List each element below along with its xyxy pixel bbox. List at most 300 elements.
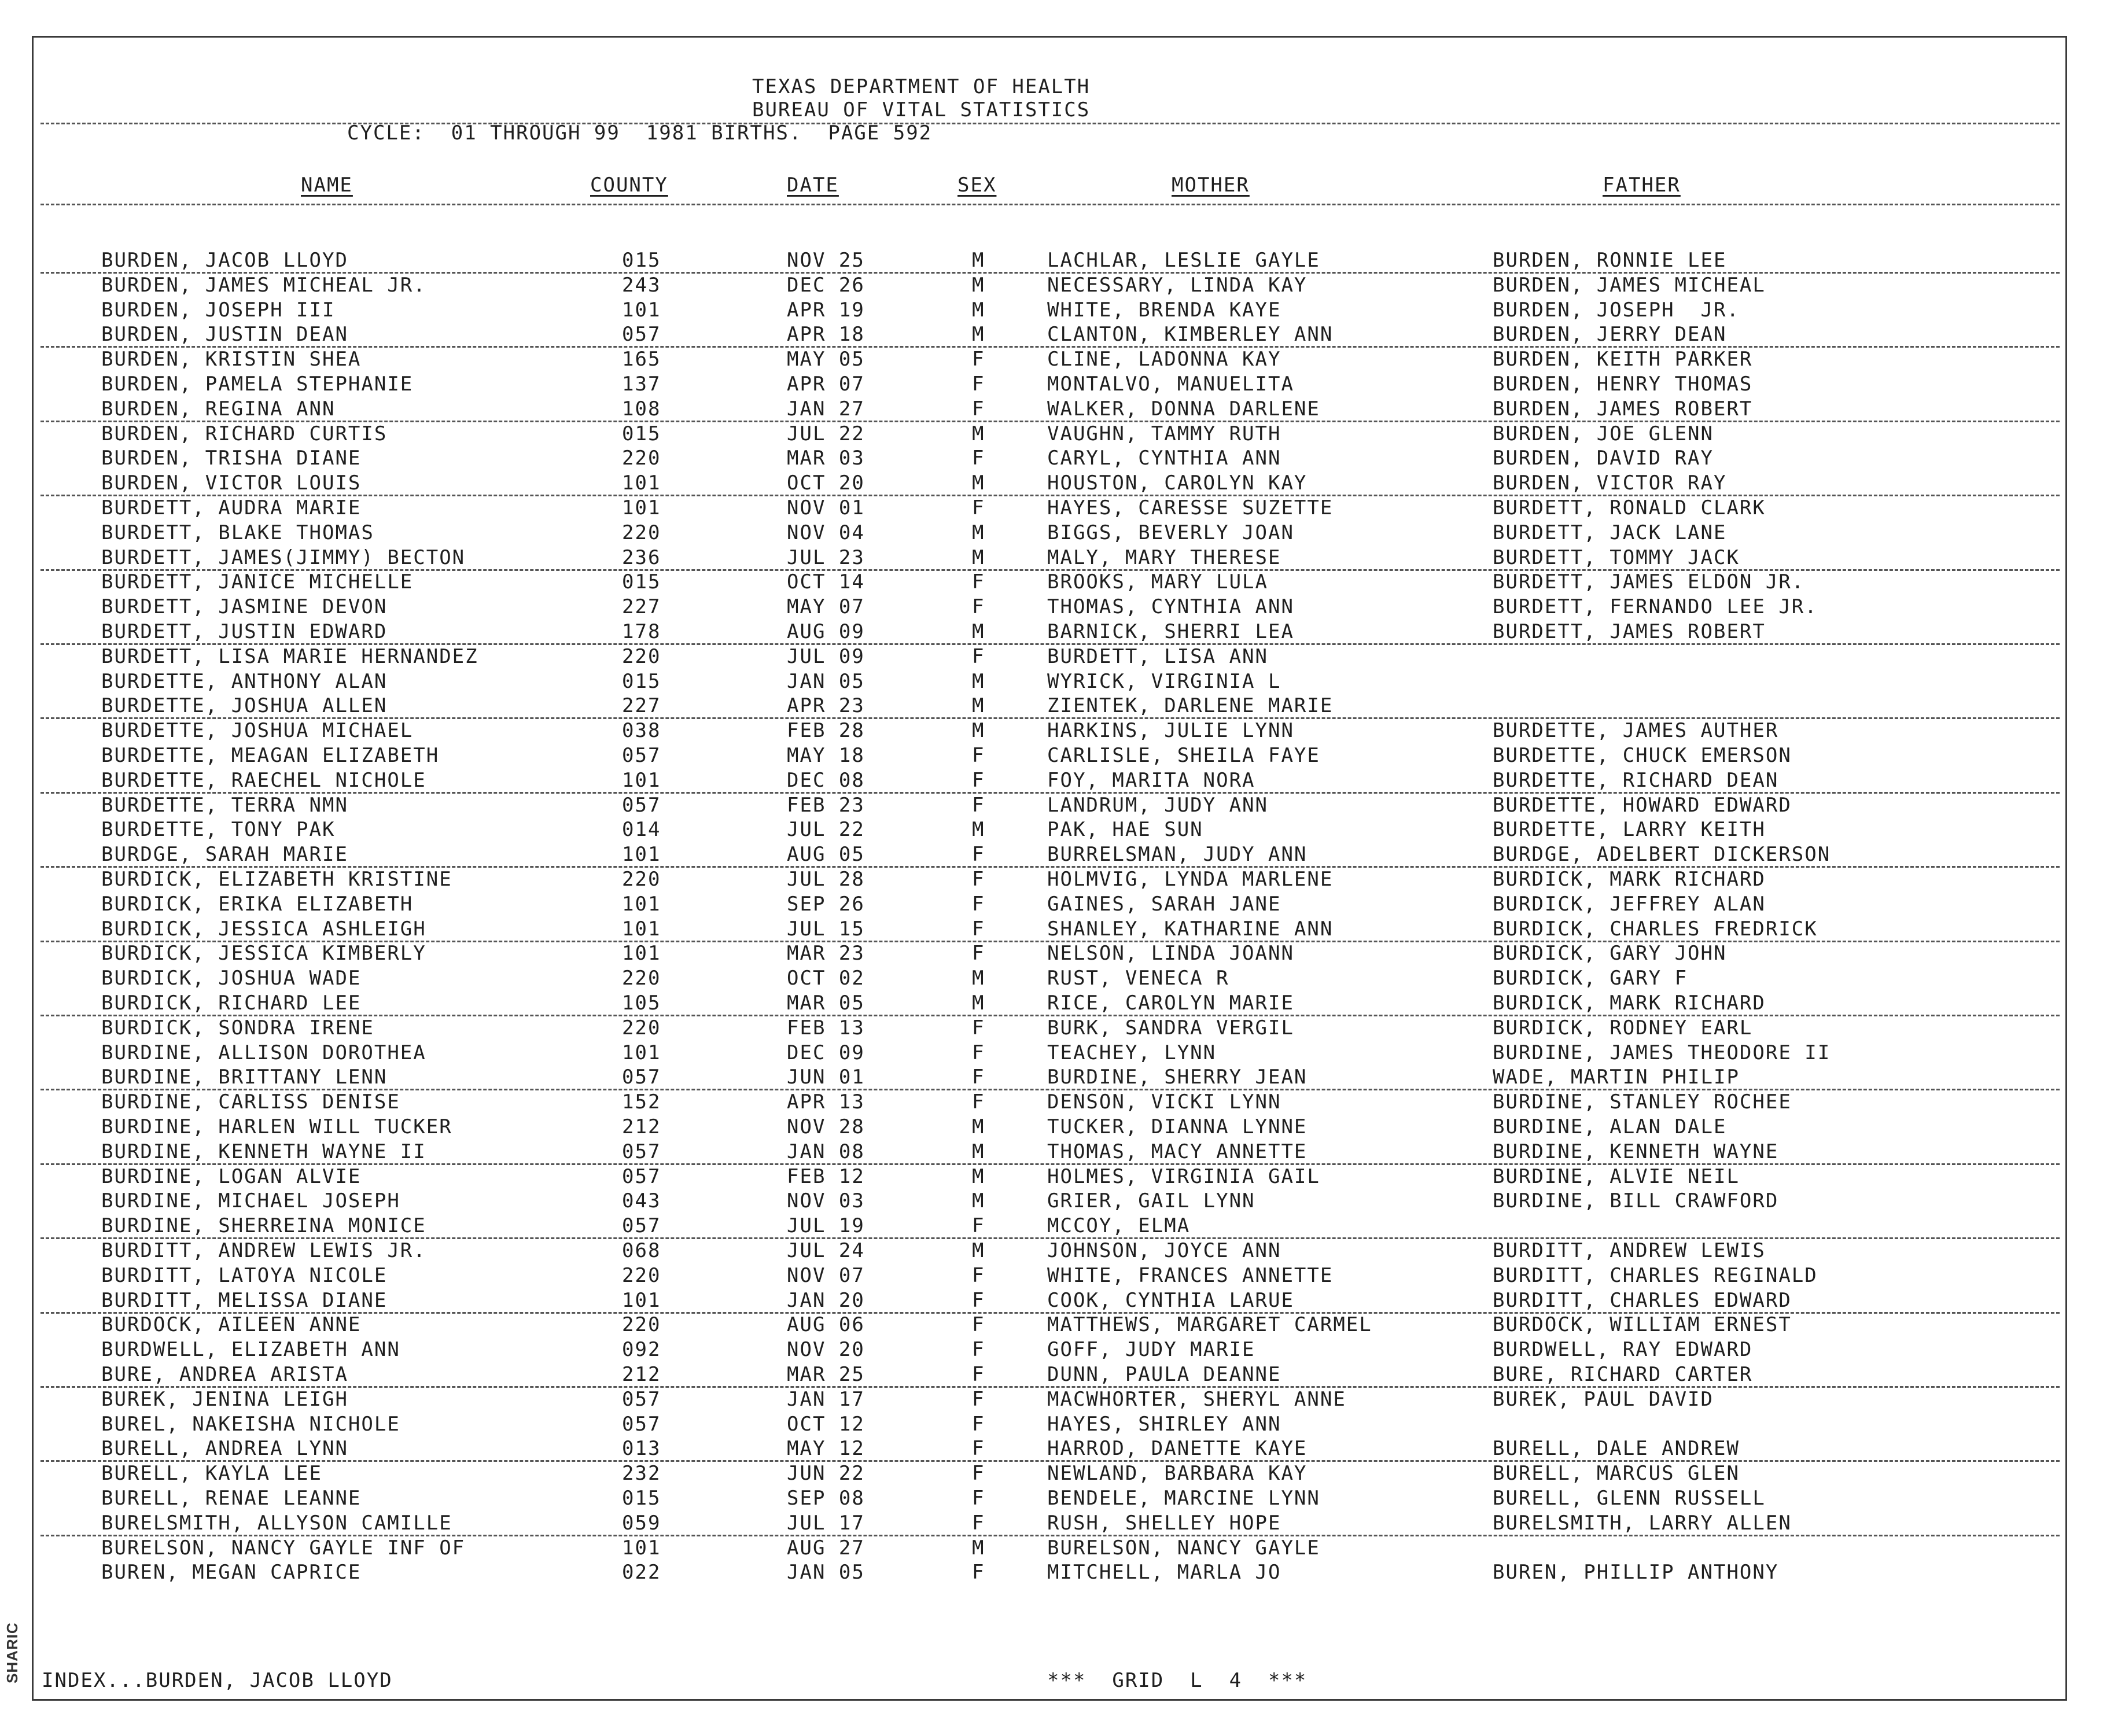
table-row <box>0 1041 2114 1066</box>
cell-date: JAN 08 <box>787 1140 865 1163</box>
cell-name: BURDITT, MELISSA DIANE <box>101 1288 388 1312</box>
cell-county: 212 <box>622 1115 661 1138</box>
cell-father: BURDWELL, RAY EDWARD <box>1493 1338 1753 1362</box>
cell-name: BURDEN, REGINA ANN <box>101 397 336 421</box>
cell-name: BURDICK, RICHARD LEE <box>101 992 362 1015</box>
table-row <box>0 447 2114 471</box>
table-row <box>0 670 2114 695</box>
cell-county: 243 <box>622 273 661 297</box>
cell-date: JUL 17 <box>787 1511 865 1535</box>
cell-mother: CLINE, LADONNA KAY <box>1047 348 1281 371</box>
cell-name: BURDETT, JANICE MICHELLE <box>101 570 414 594</box>
cell-county: 212 <box>622 1363 661 1386</box>
cell-name: BURELL, KAYLA LEE <box>101 1462 322 1486</box>
cell-date: APR 19 <box>787 298 865 322</box>
cell-father: BURDEN, DAVID RAY <box>1493 447 1714 470</box>
cell-date: MAY 12 <box>787 1437 865 1461</box>
cell-county: 105 <box>622 992 661 1015</box>
cell-date: JUL 24 <box>787 1239 865 1262</box>
cell-date: MAR 03 <box>787 447 865 470</box>
table-row <box>0 1140 2114 1165</box>
cell-name: BURDEN, PAMELA STEPHANIE <box>101 373 414 396</box>
table-row <box>0 1487 2114 1512</box>
cell-sex: F <box>972 1313 985 1337</box>
cell-county: 165 <box>622 348 661 371</box>
cell-father: BURDETTE, HOWARD EDWARD <box>1493 793 1792 817</box>
cell-sex: F <box>972 644 985 668</box>
cell-date: OCT 20 <box>787 471 865 495</box>
column-header-rule <box>40 204 2060 205</box>
cell-mother: RUST, VENECA R <box>1047 967 1229 990</box>
cell-father: WADE, MARTIN PHILIP <box>1493 1066 1740 1089</box>
cell-mother: JOHNSON, JOYCE ANN <box>1047 1239 1281 1262</box>
cell-father: BURDICK, GARY JOHN <box>1493 942 1727 965</box>
cell-name: BURDINE, HARLEN WILL TUCKER <box>101 1115 452 1138</box>
cell-mother: MATTHEWS, MARGARET CARMEL <box>1047 1313 1372 1337</box>
cell-sex: F <box>972 868 985 891</box>
table-row <box>0 694 2114 719</box>
cell-mother: TUCKER, DIANNA LYNNE <box>1047 1115 1308 1138</box>
cell-mother: HOLMVIG, LYNDA MARLENE <box>1047 868 1334 891</box>
table-row <box>0 249 2114 274</box>
cell-name: BURDITT, LATOYA NICOLE <box>101 1263 388 1287</box>
cell-father: BURELL, GLENN RUSSELL <box>1493 1487 1766 1510</box>
cell-name: BURDETT, AUDRA MARIE <box>101 496 362 519</box>
cell-name: BURDICK, JESSICA ASHLEIGH <box>101 917 426 941</box>
cell-sex: M <box>972 967 985 990</box>
cell-mother: BENDELE, MARCINE LYNN <box>1047 1487 1320 1510</box>
cell-date: DEC 26 <box>787 273 865 297</box>
cell-sex: M <box>972 669 985 693</box>
cell-county: 057 <box>622 1140 661 1163</box>
cell-date: AUG 09 <box>787 620 865 643</box>
table-row <box>0 769 2114 794</box>
cell-date: JAN 05 <box>787 669 865 693</box>
table-row <box>0 1338 2114 1363</box>
cell-county: 015 <box>622 570 661 594</box>
header-department: TEXAS DEPARTMENT OF HEALTH <box>752 75 1091 98</box>
cell-father: BURDINE, STANLEY ROCHEE <box>1493 1090 1792 1114</box>
cell-father: BURDINE, JAMES THEODORE II <box>1493 1041 1831 1064</box>
cell-sex: F <box>972 373 985 396</box>
table-row <box>0 719 2114 744</box>
cell-date: NOV 20 <box>787 1338 865 1362</box>
cell-name: BURELL, ANDREA LYNN <box>101 1437 348 1461</box>
header-cycle: CYCLE: 01 THROUGH 99 1981 BIRTHS. PAGE 592 <box>347 121 933 145</box>
cell-date: JUL 23 <box>787 546 865 569</box>
cell-date: NOV 03 <box>787 1189 865 1213</box>
cell-date: DEC 08 <box>787 768 865 792</box>
cell-date: JAN 20 <box>787 1288 865 1312</box>
cell-sex: M <box>972 1189 985 1213</box>
cell-county: 101 <box>622 768 661 792</box>
cell-father: BURDINE, ALVIE NEIL <box>1493 1164 1740 1188</box>
cell-county: 137 <box>622 373 661 396</box>
cell-sex: F <box>972 1066 985 1089</box>
cell-name: BURELSMITH, ALLYSON CAMILLE <box>101 1511 452 1535</box>
cell-father: BURDETTE, RICHARD DEAN <box>1493 768 1779 792</box>
cell-sex: M <box>972 273 985 297</box>
cell-father: BURDINE, BILL CRAWFORD <box>1493 1189 1779 1213</box>
cell-mother: BURK, SANDRA VERGIL <box>1047 1016 1294 1040</box>
cell-mother: HOUSTON, CAROLYN KAY <box>1047 471 1308 495</box>
cell-name: BURDETT, JUSTIN EDWARD <box>101 620 388 643</box>
cell-name: BURDICK, ELIZABETH KRISTINE <box>101 868 452 891</box>
cell-date: JAN 17 <box>787 1387 865 1411</box>
cell-county: 220 <box>622 967 661 990</box>
cell-father: BURDEN, JOE GLENN <box>1493 422 1714 445</box>
cell-sex: M <box>972 818 985 842</box>
cell-name: BURDETT, LISA MARIE HERNANDEZ <box>101 644 478 668</box>
table-row <box>0 1437 2114 1462</box>
cell-county: 101 <box>622 1041 661 1064</box>
cell-sex: F <box>972 397 985 421</box>
cell-name: BURDETT, JASMINE DEVON <box>101 595 388 619</box>
cell-mother: MALY, MARY THERESE <box>1047 546 1281 569</box>
side-label: SHARIC <box>3 1622 21 1683</box>
cell-date: APR 07 <box>787 373 865 396</box>
cell-county: 101 <box>622 496 661 519</box>
cell-mother: MCCOY, ELMA <box>1047 1214 1191 1238</box>
cell-date: MAR 23 <box>787 942 865 965</box>
cell-father: BURDEN, VICTOR RAY <box>1493 471 1727 495</box>
cell-father: BURDETT, JAMES ROBERT <box>1493 620 1766 643</box>
table-row <box>0 1115 2114 1140</box>
cell-county: 038 <box>622 719 661 743</box>
cell-county: 014 <box>622 818 661 842</box>
cell-sex: M <box>972 694 985 718</box>
cell-sex: F <box>972 1437 985 1461</box>
footer-index: INDEX...BURDEN, JACOB LLOYD <box>42 1669 393 1692</box>
cell-sex: F <box>972 1263 985 1287</box>
cell-date: JUL 15 <box>787 917 865 941</box>
table-row <box>0 1264 2114 1289</box>
cell-date: MAY 05 <box>787 348 865 371</box>
cell-date: AUG 06 <box>787 1313 865 1337</box>
cell-father: BURDINE, ALAN DALE <box>1493 1115 1727 1138</box>
cell-mother: BROOKS, MARY LULA <box>1047 570 1268 594</box>
table-row <box>0 595 2114 620</box>
cell-name: BUREN, MEGAN CAPRICE <box>101 1561 362 1584</box>
cell-father: BURE, RICHARD CARTER <box>1493 1363 1753 1386</box>
cell-county: 220 <box>622 644 661 668</box>
cell-county: 220 <box>622 868 661 891</box>
cell-mother: SHANLEY, KATHARINE ANN <box>1047 917 1334 941</box>
cell-name: BUREK, JENINA LEIGH <box>101 1387 348 1411</box>
cell-sex: F <box>972 570 985 594</box>
cell-father: BURDGE, ADELBERT DICKERSON <box>1493 843 1831 867</box>
cell-date: OCT 12 <box>787 1412 865 1436</box>
cell-father: BURDETT, JACK LANE <box>1493 521 1727 544</box>
cell-county: 022 <box>622 1561 661 1584</box>
cell-father: BURELSMITH, LARRY ALLEN <box>1493 1511 1792 1535</box>
cell-mother: BURDINE, SHERRY JEAN <box>1047 1066 1308 1089</box>
cell-sex: M <box>972 546 985 569</box>
cell-date: JUL 09 <box>787 644 865 668</box>
cell-date: MAR 25 <box>787 1363 865 1386</box>
cell-mother: RICE, CAROLYN MARIE <box>1047 992 1294 1015</box>
cell-mother: LACHLAR, LESLIE GAYLE <box>1047 249 1320 272</box>
cell-mother: CARLISLE, SHEILA FAYE <box>1047 744 1320 767</box>
cell-father: BURELL, DALE ANDREW <box>1493 1437 1740 1461</box>
cell-mother: GRIER, GAIL LYNN <box>1047 1189 1255 1213</box>
cell-mother: DUNN, PAULA DEANNE <box>1047 1363 1281 1386</box>
table-row <box>0 744 2114 769</box>
cell-mother: WALKER, DONNA DARLENE <box>1047 397 1320 421</box>
table-row <box>0 868 2114 893</box>
table-row <box>0 942 2114 967</box>
cell-date: JAN 05 <box>787 1561 865 1584</box>
cell-date: MAR 05 <box>787 992 865 1015</box>
cell-county: 227 <box>622 694 661 718</box>
cell-father: BURDINE, KENNETH WAYNE <box>1493 1140 1779 1163</box>
cell-mother: HAYES, SHIRLEY ANN <box>1047 1412 1281 1436</box>
cell-sex: F <box>972 1412 985 1436</box>
cell-father: BURDETT, FERNANDO LEE JR. <box>1493 595 1818 619</box>
table-row <box>0 1016 2114 1041</box>
cell-sex: F <box>972 843 985 867</box>
cell-mother: BURELSON, NANCY GAYLE <box>1047 1536 1320 1560</box>
cell-county: 232 <box>622 1462 661 1486</box>
cell-mother: VAUGHN, TAMMY RUTH <box>1047 422 1281 445</box>
cell-name: BURDETTE, RAECHEL NICHOLE <box>101 768 426 792</box>
cell-mother: COOK, CYNTHIA LARUE <box>1047 1288 1294 1312</box>
cell-date: NOV 04 <box>787 521 865 544</box>
cell-county: 101 <box>622 917 661 941</box>
cell-father: BURDETT, RONALD CLARK <box>1493 496 1766 519</box>
cell-county: 220 <box>622 447 661 470</box>
cell-county: 015 <box>622 1487 661 1510</box>
cell-name: BURDEN, KRISTIN SHEA <box>101 348 362 371</box>
cell-date: NOV 28 <box>787 1115 865 1138</box>
footer-grid: *** GRID L 4 *** <box>1047 1669 1308 1692</box>
table-row <box>0 521 2114 546</box>
header-rule <box>40 123 2060 124</box>
cell-mother: MITCHELL, MARLA JO <box>1047 1561 1281 1584</box>
cell-mother: WHITE, FRANCES ANNETTE <box>1047 1263 1334 1287</box>
cell-father: BURDICK, JEFFREY ALAN <box>1493 892 1766 916</box>
cell-county: 015 <box>622 249 661 272</box>
cell-date: FEB 28 <box>787 719 865 743</box>
cell-mother: THOMAS, MACY ANNETTE <box>1047 1140 1308 1163</box>
cell-mother: NEWLAND, BARBARA KAY <box>1047 1462 1308 1486</box>
cell-county: 057 <box>622 1412 661 1436</box>
cell-father: BURDICK, CHARLES FREDRICK <box>1493 917 1818 941</box>
cell-county: 101 <box>622 843 661 867</box>
cell-sex: F <box>972 768 985 792</box>
cell-date: NOV 25 <box>787 249 865 272</box>
table-row <box>0 496 2114 521</box>
cell-name: BURDICK, JOSHUA WADE <box>101 967 362 990</box>
cell-sex: F <box>972 1041 985 1064</box>
table-row <box>0 967 2114 992</box>
cell-sex: M <box>972 1164 985 1188</box>
cell-father: BURDEN, JAMES MICHEAL <box>1493 273 1766 297</box>
cell-sex: M <box>972 620 985 643</box>
cell-mother: HARROD, DANETTE KAYE <box>1047 1437 1308 1461</box>
table-row <box>0 373 2114 397</box>
cell-sex: M <box>972 1536 985 1560</box>
cell-sex: F <box>972 496 985 519</box>
cell-name: BURE, ANDREA ARISTA <box>101 1363 348 1386</box>
cell-date: SEP 26 <box>787 892 865 916</box>
cell-county: 015 <box>622 669 661 693</box>
cell-father: BURDICK, MARK RICHARD <box>1493 992 1766 1015</box>
cell-father: BURDEN, HENRY THOMAS <box>1493 373 1753 396</box>
cell-date: JUL 28 <box>787 868 865 891</box>
cell-mother: HAYES, CARESSE SUZETTE <box>1047 496 1334 519</box>
cell-sex: M <box>972 521 985 544</box>
cell-sex: F <box>972 595 985 619</box>
cell-sex: F <box>972 1462 985 1486</box>
cell-father: BURDOCK, WILLIAM ERNEST <box>1493 1313 1792 1337</box>
cell-sex: F <box>972 1090 985 1114</box>
cell-date: AUG 05 <box>787 843 865 867</box>
cell-county: 057 <box>622 323 661 347</box>
cell-county: 101 <box>622 892 661 916</box>
table-row <box>0 1363 2114 1388</box>
cell-date: OCT 14 <box>787 570 865 594</box>
cell-sex: M <box>972 1140 985 1163</box>
cell-date: APR 13 <box>787 1090 865 1114</box>
cell-date: JUN 22 <box>787 1462 865 1486</box>
cell-mother: BURDETT, LISA ANN <box>1047 644 1268 668</box>
cell-sex: F <box>972 892 985 916</box>
cell-mother: BARNICK, SHERRI LEA <box>1047 620 1294 643</box>
cell-county: 108 <box>622 397 661 421</box>
cell-name: BURDETT, BLAKE THOMAS <box>101 521 374 544</box>
column-header-mother: MOTHER <box>1172 174 1250 197</box>
cell-mother: WYRICK, VIRGINIA L <box>1047 669 1281 693</box>
table-row <box>0 917 2114 942</box>
cell-sex: M <box>972 1239 985 1262</box>
cell-sex: F <box>972 1511 985 1535</box>
cell-father: BURDICK, RODNEY EARL <box>1493 1016 1753 1040</box>
cell-name: BURDETTE, TERRA NMN <box>101 793 348 817</box>
cell-name: BURDEN, JOSEPH III <box>101 298 336 322</box>
table-row <box>0 1189 2114 1214</box>
cell-sex: F <box>972 793 985 817</box>
cell-sex: F <box>972 917 985 941</box>
header-bureau: BUREAU OF VITAL STATISTICS <box>752 98 1091 121</box>
cell-county: 057 <box>622 793 661 817</box>
cell-date: JUL 22 <box>787 422 865 445</box>
cell-father: BURDEN, KEITH PARKER <box>1493 348 1753 371</box>
cell-mother: DENSON, VICKI LYNN <box>1047 1090 1281 1114</box>
cell-name: BURDICK, JESSICA KIMBERLY <box>101 942 426 965</box>
cell-name: BURDEN, TRISHA DIANE <box>101 447 362 470</box>
table-row <box>0 422 2114 447</box>
cell-sex: M <box>972 249 985 272</box>
cell-mother: PAK, HAE SUN <box>1047 818 1203 842</box>
cell-county: 152 <box>622 1090 661 1114</box>
table-row <box>0 1561 2114 1586</box>
table-row <box>0 1388 2114 1413</box>
cell-mother: GOFF, JUDY MARIE <box>1047 1338 1255 1362</box>
table-row <box>0 893 2114 917</box>
table-row <box>0 794 2114 819</box>
cell-name: BURDETTE, JOSHUA ALLEN <box>101 694 388 718</box>
table-row <box>0 1090 2114 1115</box>
cell-mother: BIGGS, BEVERLY JOAN <box>1047 521 1294 544</box>
cell-sex: F <box>972 348 985 371</box>
cell-name: BURDITT, ANDREW LEWIS JR. <box>101 1239 426 1262</box>
cell-name: BURDINE, ALLISON DOROTHEA <box>101 1041 426 1064</box>
column-header-sex: SEX <box>957 174 997 197</box>
table-row <box>0 348 2114 373</box>
cell-date: JUL 22 <box>787 818 865 842</box>
cell-date: JAN 27 <box>787 397 865 421</box>
cell-name: BURDEN, JUSTIN DEAN <box>101 323 348 347</box>
cell-county: 101 <box>622 942 661 965</box>
cell-date: MAY 07 <box>787 595 865 619</box>
cell-county: 057 <box>622 1164 661 1188</box>
cell-sex: M <box>972 1115 985 1138</box>
cell-father: BURDEN, JOSEPH JR. <box>1493 298 1740 322</box>
table-row <box>0 843 2114 868</box>
cell-mother: HOLMES, VIRGINIA GAIL <box>1047 1164 1320 1188</box>
column-header-father: FATHER <box>1603 174 1681 197</box>
cell-mother: THOMAS, CYNTHIA ANN <box>1047 595 1294 619</box>
cell-name: BURDOCK, AILEEN ANNE <box>101 1313 362 1337</box>
table-row <box>0 1313 2114 1338</box>
cell-name: BURDICK, SONDRA IRENE <box>101 1016 374 1040</box>
cell-mother: CARYL, CYNTHIA ANN <box>1047 447 1281 470</box>
cell-sex: M <box>972 323 985 347</box>
cell-sex: M <box>972 471 985 495</box>
cell-name: BURDEN, RICHARD CURTIS <box>101 422 388 445</box>
cell-date: FEB 12 <box>787 1164 865 1188</box>
cell-sex: F <box>972 1561 985 1584</box>
cell-county: 101 <box>622 298 661 322</box>
cell-father: BURELL, MARCUS GLEN <box>1493 1462 1740 1486</box>
cell-father: BURDETT, TOMMY JACK <box>1493 546 1740 569</box>
cell-mother: WHITE, BRENDA KAYE <box>1047 298 1281 322</box>
cell-father: BURDEN, JAMES ROBERT <box>1493 397 1753 421</box>
cell-county: 236 <box>622 546 661 569</box>
cell-name: BURDETTE, MEAGAN ELIZABETH <box>101 744 440 767</box>
cell-father: BURDITT, CHARLES REGINALD <box>1493 1263 1818 1287</box>
cell-sex: F <box>972 942 985 965</box>
cell-county: 092 <box>622 1338 661 1362</box>
cell-county: 178 <box>622 620 661 643</box>
cell-county: 059 <box>622 1511 661 1535</box>
table-row <box>0 1289 2114 1314</box>
cell-sex: F <box>972 1387 985 1411</box>
cell-county: 101 <box>622 1288 661 1312</box>
cell-father: BURDEN, RONNIE LEE <box>1493 249 1727 272</box>
cell-name: BURDINE, CARLISS DENISE <box>101 1090 400 1114</box>
cell-date: SEP 08 <box>787 1487 865 1510</box>
cell-date: APR 18 <box>787 323 865 347</box>
column-header-date: DATE <box>787 174 839 197</box>
cell-county: 057 <box>622 1387 661 1411</box>
cell-name: BURDGE, SARAH MARIE <box>101 843 348 867</box>
table-row <box>0 298 2114 323</box>
cell-sex: M <box>972 992 985 1015</box>
table-row <box>0 1536 2114 1561</box>
cell-sex: F <box>972 447 985 470</box>
cell-name: BURELSON, NANCY GAYLE INF OF <box>101 1536 466 1560</box>
table-row <box>0 1462 2114 1487</box>
cell-county: 043 <box>622 1189 661 1213</box>
cell-mother: CLANTON, KIMBERLEY ANN <box>1047 323 1334 347</box>
cell-name: BURDETTE, ANTHONY ALAN <box>101 669 388 693</box>
table-row <box>0 323 2114 348</box>
table-row <box>0 818 2114 843</box>
cell-mother: HARKINS, JULIE LYNN <box>1047 719 1294 743</box>
cell-father: BUREK, PAUL DAVID <box>1493 1387 1714 1411</box>
